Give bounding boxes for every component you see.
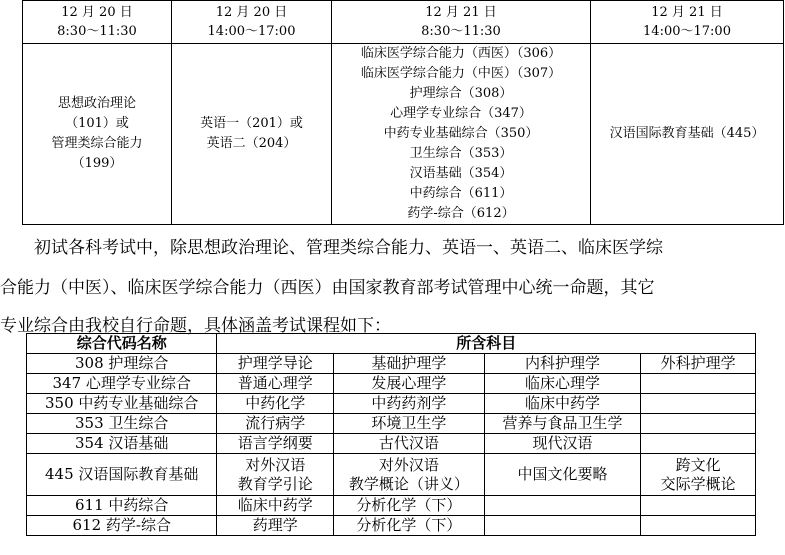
course-subject-cell	[484, 454, 641, 496]
course-subject-cell	[334, 454, 485, 496]
course-subject-cell	[217, 434, 334, 454]
course-header-row	[27, 334, 756, 354]
schedule-subjects-cell	[23, 44, 172, 225]
schedule-subjects-cell	[172, 44, 332, 225]
course-subject-cell	[217, 414, 334, 434]
schedule-time: 14:00～17:00	[643, 24, 731, 39]
course-subject: 古代汉语	[378, 434, 439, 452]
course-row	[27, 394, 756, 414]
course-subject: 教学概论（讲义）	[348, 474, 469, 493]
course-subject-cell	[641, 354, 756, 374]
course-row	[27, 414, 756, 434]
course-subject: 中国文化要略	[517, 465, 608, 483]
schedule-header-cell	[591, 1, 784, 44]
course-row	[27, 516, 756, 536]
schedule-date: 12 月 21 日	[425, 5, 497, 20]
course-subject: 普通心理学	[237, 374, 313, 392]
course-subject: 环境卫生学	[371, 414, 447, 432]
schedule-subject: 英语一（201）或	[200, 116, 303, 131]
course-code: 611 中药综合	[27, 496, 217, 516]
course-subject: 对外汉语	[245, 455, 306, 474]
schedule-subject: 英语二（204）	[206, 136, 297, 151]
course-subject-cell	[217, 496, 334, 516]
course-subject: 交际学概论	[660, 474, 736, 493]
course-subject: 中药药剂学	[371, 394, 447, 412]
course-subject-cell	[484, 354, 641, 374]
schedule-header-cell	[332, 1, 591, 44]
course-row	[27, 434, 756, 454]
course-subject: 外科护理学	[660, 354, 736, 372]
course-subject-cell	[334, 394, 485, 414]
course-subject-cell	[484, 414, 641, 434]
schedule-date: 12 月 20 日	[215, 5, 288, 20]
schedule-subject: 护理综合（308）	[409, 86, 513, 101]
course-subject-cell	[217, 516, 334, 536]
course-subject: 跨文化	[675, 455, 721, 474]
course-subject-cell	[484, 374, 641, 394]
exam-schedule-table	[22, 0, 784, 225]
course-row	[27, 454, 756, 496]
schedule-header-row	[23, 1, 784, 44]
course-subject: 发展心理学	[371, 374, 447, 392]
schedule-subject: 思想政治理论	[57, 96, 136, 111]
schedule-header-cell	[172, 1, 332, 44]
schedule-subject: 中药综合（611）	[409, 186, 513, 201]
course-subject-cell	[334, 354, 485, 374]
course-subject-cell	[641, 516, 756, 536]
course-subject: 临床心理学	[525, 374, 601, 392]
schedule-header-cell	[23, 1, 172, 44]
course-subject: 护理学导论	[237, 354, 313, 372]
schedule-date: 12 月 20 日	[61, 5, 133, 20]
schedule-subject: 临床医学综合能力（西医）（306）	[360, 46, 562, 61]
course-subject-cell	[484, 434, 641, 454]
course-subject: 分析化学（下）	[356, 496, 462, 514]
course-subject-cell	[334, 496, 485, 516]
schedule-subject: 中药专业基础综合（350）	[383, 126, 539, 141]
schedule-date: 12 月 21 日	[651, 5, 723, 20]
schedule-subject: （199）	[71, 156, 123, 171]
course-subject-cell	[334, 414, 485, 434]
paragraph-line: 专业综合由我校自行命题，具体涵盖考试课程如下：	[0, 316, 391, 336]
course-subject-cell	[334, 434, 485, 454]
schedule-subject: 管理类综合能力	[51, 136, 143, 151]
schedule-subject: 汉语国际教育基础（445）	[609, 126, 765, 141]
course-subject: 药理学	[252, 516, 298, 534]
course-code: 354 汉语基础	[27, 434, 217, 454]
course-code: 347 心理学专业综合	[27, 374, 217, 394]
course-code: 308 护理综合	[27, 354, 217, 374]
schedule-subject: 卫生综合（353）	[409, 146, 513, 161]
course-subject-cell	[334, 516, 485, 536]
course-code: 353 卫生综合	[27, 414, 217, 434]
schedule-subject: 汉语基础（354）	[409, 166, 513, 181]
course-subject: 内科护理学	[525, 354, 601, 372]
course-subject: 分析化学（下）	[356, 516, 462, 534]
header-subjects: 所含科目	[217, 334, 756, 354]
course-subject-cell	[641, 434, 756, 454]
schedule-subjects-cell	[591, 44, 784, 225]
course-subject-cell	[484, 516, 641, 536]
schedule-subject: 药学-综合（612）	[407, 206, 515, 221]
course-subject: 中药化学	[245, 394, 306, 412]
course-subject-cell	[217, 354, 334, 374]
course-subject-cell	[334, 374, 485, 394]
course-subject: 临床中药学	[525, 394, 601, 412]
course-subject-cell	[217, 394, 334, 414]
paragraph-line: 初试各科考试中，除思想政治理论、管理类综合能力、英语一、英语二、临床医学综	[34, 238, 663, 258]
schedule-time: 8:30～11:30	[421, 24, 501, 39]
schedule-subjects-cell	[332, 44, 591, 225]
course-subject: 现代汉语	[532, 434, 593, 452]
paragraph-line: 合能力（中医）、临床医学综合能力（西医）由国家教育部考试管理中心统一命题，其它	[0, 278, 655, 298]
course-code: 350 中药专业基础综合	[27, 394, 217, 414]
course-subject-cell	[641, 414, 756, 434]
course-subject-cell	[217, 454, 334, 496]
course-subject: 营养与食品卫生学	[502, 414, 623, 432]
course-subject: 语言学纲要	[237, 434, 313, 452]
course-subject: 基础护理学	[371, 354, 447, 372]
course-table	[26, 333, 756, 536]
course-row	[27, 374, 756, 394]
course-code: 445 汉语国际教育基础	[27, 454, 217, 496]
schedule-subject: 临床医学综合能力（中医）（307）	[360, 66, 562, 81]
header-code: 综合代码名称	[27, 334, 217, 354]
course-subject-cell	[641, 394, 756, 414]
schedule-body-row	[23, 44, 784, 225]
course-subject-cell	[484, 394, 641, 414]
schedule-time: 8:30～11:30	[57, 24, 137, 39]
course-row	[27, 496, 756, 516]
schedule-time: 14:00～17:00	[207, 24, 296, 39]
course-subject: 教育学引论	[237, 474, 313, 493]
course-subject: 临床中药学	[237, 496, 313, 514]
schedule-subject: （101）或	[65, 116, 129, 131]
course-subject-cell	[484, 496, 641, 516]
course-subject: 对外汉语	[378, 455, 439, 474]
schedule-subject: 心理学专业综合（347）	[390, 106, 532, 121]
course-row	[27, 354, 756, 374]
course-subject-cell	[217, 374, 334, 394]
course-subject-cell	[641, 496, 756, 516]
course-subject: 流行病学	[245, 414, 306, 432]
course-subject-cell	[641, 374, 756, 394]
course-code: 612 药学-综合	[27, 516, 217, 536]
course-subject-cell	[641, 454, 756, 496]
